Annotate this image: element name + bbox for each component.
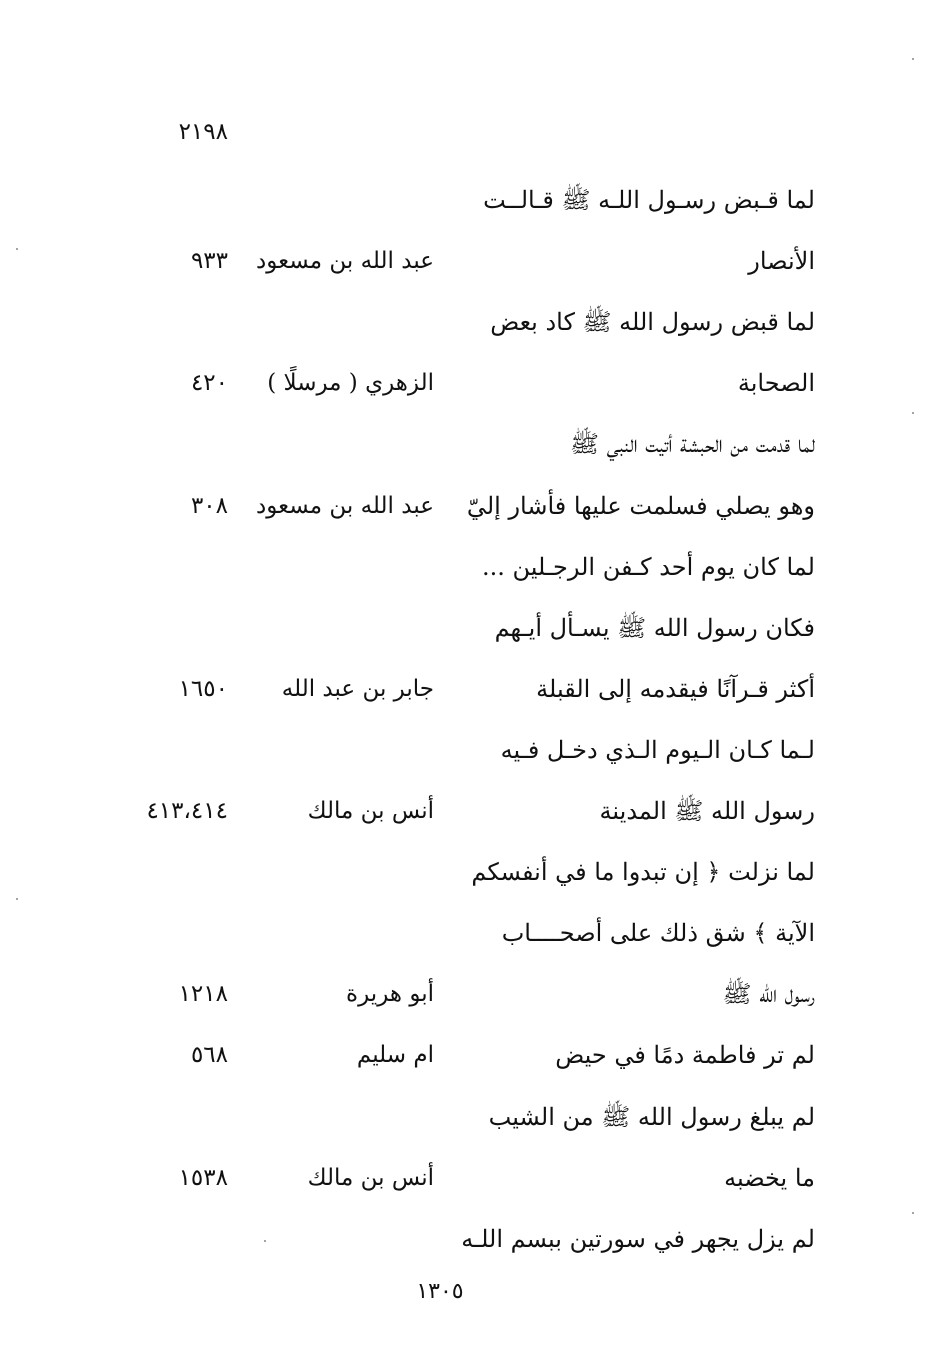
hadith-number: ٣٠٨ <box>190 493 228 519</box>
hadith-text-line: لما كان يوم أحد كـفن الرجـلين ... <box>482 553 815 581</box>
narrator-name: عبد الله بن مسعود <box>256 493 434 519</box>
scan-speck <box>264 1240 266 1242</box>
hadith-text-line: لما قدمت من الحبشة أتيت النبي ﷺ <box>570 430 815 458</box>
hadith-text-line: لما قبض رسول الله ﷺ كاد بعض <box>490 308 815 336</box>
page-number: ١٣٠٥ <box>416 1279 464 1304</box>
narrator-name: ام سليم <box>356 1042 434 1068</box>
narrator-name: أنس بن مالك <box>307 1165 434 1191</box>
hadith-number: ١٥٣٨ <box>178 1165 228 1191</box>
scan-speck <box>912 58 914 60</box>
hadith-text-line: لم تر فاطمة دمًا في حيض <box>555 1041 815 1069</box>
narrator-name: الزهري ( مرسلًا ) <box>267 370 434 396</box>
hadith-text-line: رسول الله ﷺ <box>722 980 815 1008</box>
hadith-text-line: أكثر قـرآنًا فيقدمه إلى القبلة <box>536 675 815 703</box>
narrator-name: جابر بن عبد الله <box>281 676 434 702</box>
hadith-text-line: الأنصار <box>748 247 815 275</box>
narrator-name: عبد الله بن مسعود <box>256 248 434 274</box>
hadith-text-line: لم يبلغ رسول الله ﷺ من الشيب <box>488 1103 815 1131</box>
hadith-number: ٩٣٣ <box>190 248 228 274</box>
hadith-text-line: ما يخضبه <box>724 1164 815 1192</box>
hadith-text-line: لما نزلت ﴿ إن تبدوا ما في أنفسكم <box>471 858 815 886</box>
hadith-text-line: لم يزل يجهر في سورتين ببسم اللـه <box>461 1225 815 1253</box>
scan-speck <box>912 1212 914 1214</box>
hadith-text-line: لـما كـان الـيوم الـذي دخـل فـيه <box>500 736 815 764</box>
hadith-number: ١٦٥٠ <box>178 676 228 702</box>
scan-speck <box>16 248 18 250</box>
hadith-text-line: الصحابة <box>737 369 815 397</box>
hadith-text-line: الآية ﴾ شق ذلك على أصحــــاب <box>501 919 815 947</box>
hadith-number: ٥٦٨ <box>190 1042 228 1068</box>
hadith-number: ٤١٣،٤١٤ <box>146 798 228 824</box>
scan-speck <box>912 412 914 414</box>
hadith-text-line: وهو يصلي فسلمت عليها فأشار إليّ <box>466 492 815 520</box>
hadith-number: ٤٢٠ <box>190 370 228 396</box>
hadith-number: ١٢١٨ <box>178 981 228 1007</box>
top-number: ٢١٩٨ <box>178 119 228 145</box>
narrator-name: أبو هريرة <box>346 981 434 1007</box>
hadith-text-line: لما قـبض رسـول اللـه ﷺ قـالــت <box>483 186 815 214</box>
hadith-text-line: فكان رسول الله ﷺ يسـأل أيـهم <box>494 614 815 642</box>
scan-speck <box>16 898 18 900</box>
narrator-name: أنس بن مالك <box>307 798 434 824</box>
hadith-text-line: رسول الله ﷺ المدينة <box>599 797 815 825</box>
